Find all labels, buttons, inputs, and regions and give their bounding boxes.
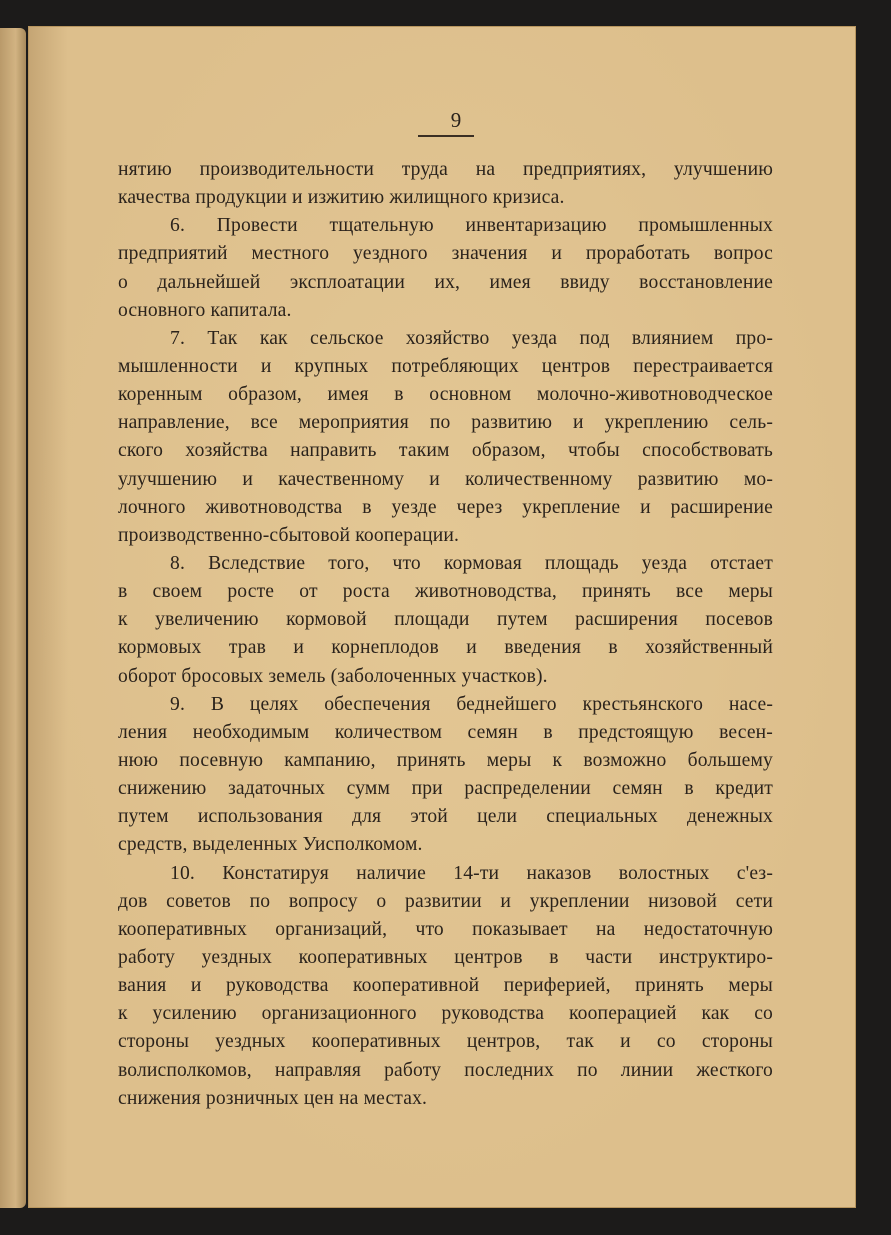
text-line: снижению задаточных сумм при распределении семян в кредит [118,778,773,800]
page-number: 9 [450,108,462,132]
text-line: направление, все мероприятия по развитию и укреплению сель- [118,412,773,434]
page-number-underline [418,135,474,137]
text-line: 7. Так как сельское хозяйство уезда под влиянием про- [170,327,773,349]
text-line: дов советов по вопросу о развитии и укреплении низовой сети [118,890,773,912]
text-line: путем использования для этой цели специальных денежных [118,806,773,828]
text-line: кооперативных организаций, что показывает на недостаточную [118,918,773,940]
text-line: нюю посевную кампанию, принять меры к возможно большему [118,749,773,771]
text-line: коренным образом, имея в основном молочно-животноводческое [118,384,773,406]
text-line: оборот бросовых земель (заболоченных участков). [118,665,548,687]
document-page [28,26,856,1208]
text-line: лочного животноводства в уезде через укрепление и расширение [118,496,773,518]
text-line: основного капитала. [118,299,292,321]
facing-page-edge [0,28,26,1208]
text-line: ления необходимым количеством семян в предстоящую весен- [118,721,773,743]
text-line: улучшению и качественному и количественному развитию мо- [118,468,773,490]
text-line: в своем росте от роста животноводства, принять все меры [118,581,773,603]
text-line: 6. Провести тщательную инвентаризацию промышленных [170,215,773,237]
body-text [118,156,773,1113]
text-line: к усилению организационного руководства кооперацией как со [118,1003,773,1025]
text-line: волисполкомов, направляя работу последних по линии жесткого [118,1059,773,1081]
text-line: к увеличению кормовой площади путем расширения посевов [118,609,773,631]
text-line: 10. Констатируя наличие 14-ти наказов волостных с'ез- [170,862,773,884]
text-line: мышленности и крупных потребляющих центров перестраивается [118,355,773,377]
text-line: стороны уездных кооперативных центров, так и со стороны [118,1031,773,1053]
text-line: 8. Вследствие того, что кормовая площадь уезда отстает [170,552,773,574]
text-line: ского хозяйства направить таким образом, чтобы способствовать [118,440,773,462]
text-line: кормовых трав и корнеплодов и введения в хозяйственный [118,637,773,659]
text-line: о дальнейшей эксплоатации их, имея ввиду восстановление [118,271,773,293]
text-line: снижения розничных цен на местах. [118,1087,428,1109]
text-line: вания и руководства кооперативной периферией, принять меры [118,975,773,997]
text-line: производственно-сбытовой кооперации. [118,524,460,546]
text-line: предприятий местного уездного значения и проработать вопрос [118,243,773,265]
text-line: работу уездных кооперативных центров в части инструктиро- [118,946,773,968]
text-line: качества продукции и изжитию жилищного кризиса. [118,187,565,209]
text-line: средств, выделенных Уисполкомом. [118,834,423,856]
text-line: нятию производительности труда на предприятиях, улучшению [118,159,773,180]
text-line: 9. В целях обеспечения беднейшего крестьянского насе- [170,693,773,715]
